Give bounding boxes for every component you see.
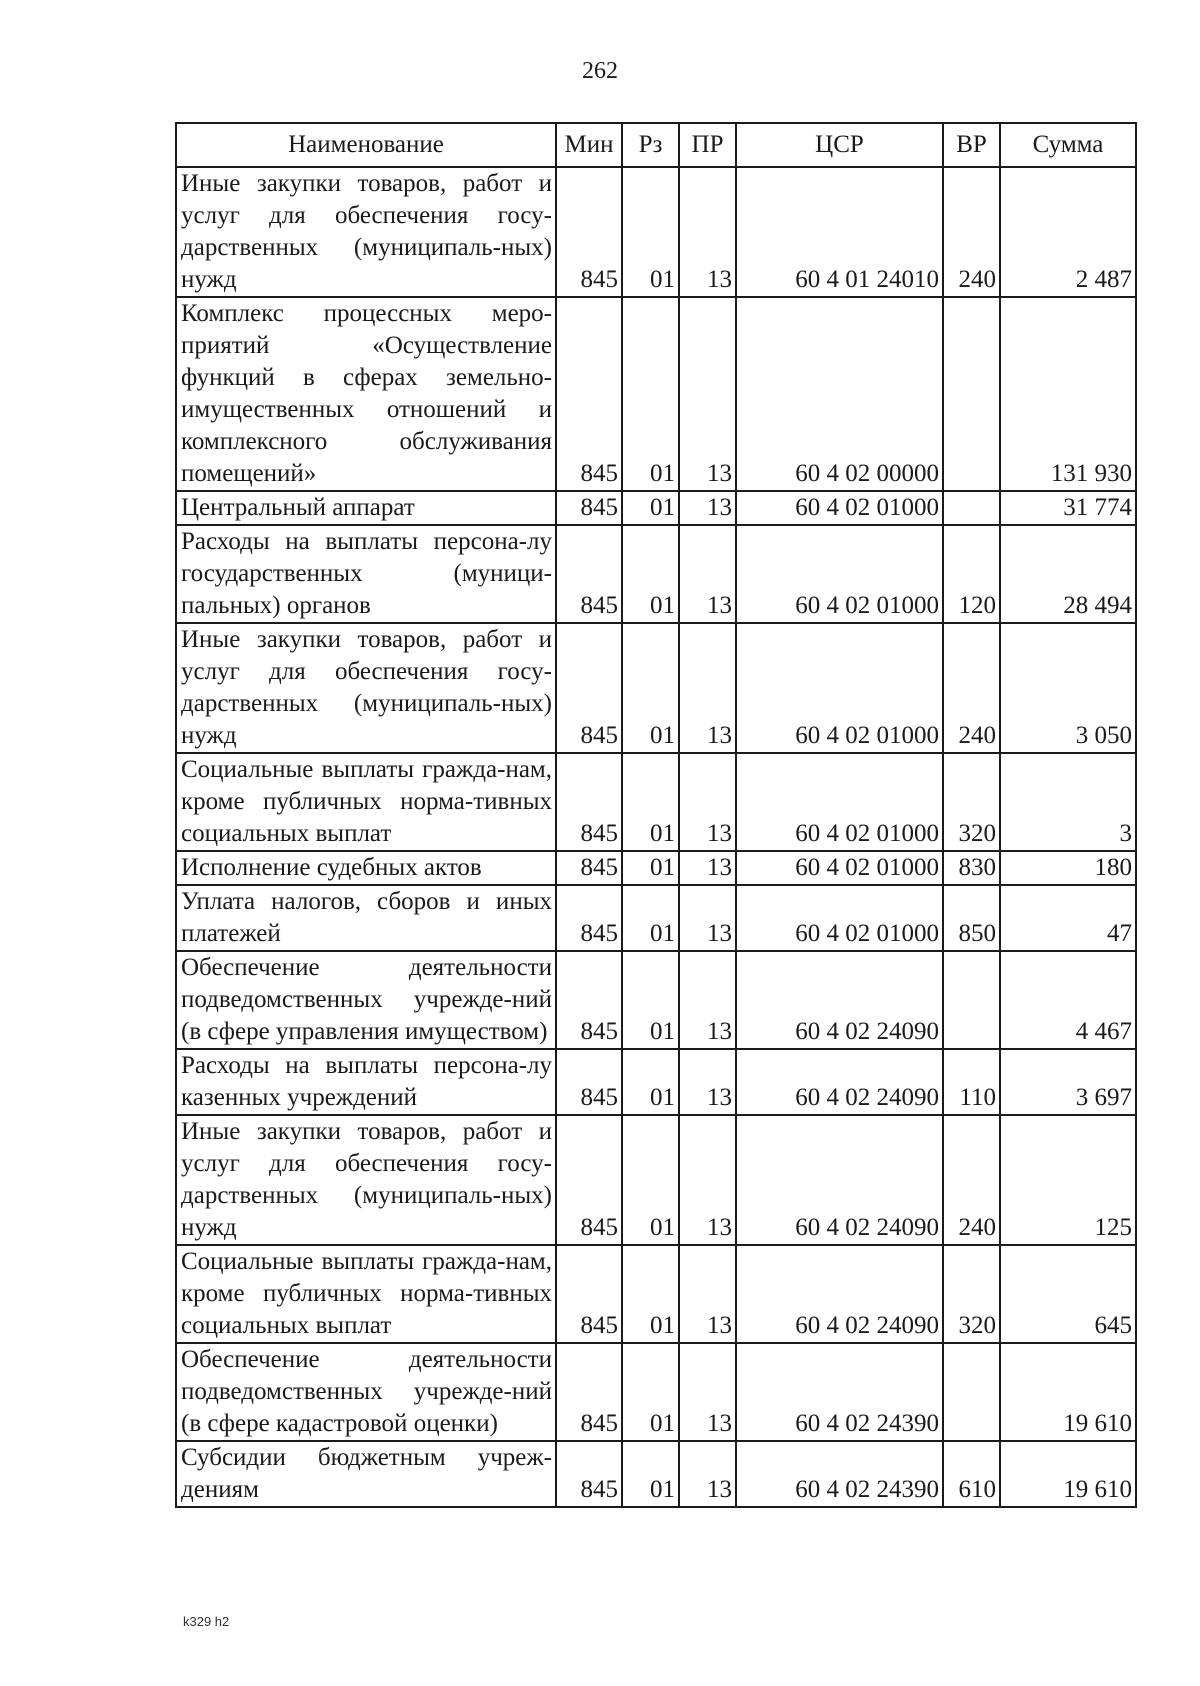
- cell-rz: 01: [622, 1049, 679, 1115]
- cell-csr: 60 4 02 24090: [736, 951, 943, 1049]
- cell-name: Обеспечение деятельности подведомственных учрежде-ний (в сфере кадастровой оценки): [176, 1343, 556, 1441]
- cell-min: 845: [556, 297, 622, 491]
- cell-rz: 01: [622, 167, 679, 297]
- cell-pr: 13: [679, 491, 736, 525]
- cell-vr: [943, 1343, 1000, 1441]
- cell-sum: 2 487: [1000, 167, 1136, 297]
- header-rz: Рз: [622, 123, 679, 167]
- cell-name: Расходы на выплаты персона-лу казенных учреждений: [176, 1049, 556, 1115]
- cell-rz: 01: [622, 1115, 679, 1245]
- table-body: [176, 167, 1136, 1507]
- cell-sum: 3 697: [1000, 1049, 1136, 1115]
- cell-vr: [943, 951, 1000, 1049]
- table-row: [176, 167, 1136, 297]
- cell-pr: 13: [679, 1441, 736, 1507]
- cell-name: Иные закупки товаров, работ и услуг для обеспечения госу-дарственных (муниципаль-ных) нужд: [176, 623, 556, 753]
- cell-sum: 125: [1000, 1115, 1136, 1245]
- cell-rz: 01: [622, 951, 679, 1049]
- cell-pr: 13: [679, 1115, 736, 1245]
- cell-csr: 60 4 02 01000: [736, 525, 943, 623]
- cell-sum: 3 050: [1000, 623, 1136, 753]
- cell-name: Центральный аппарат: [176, 491, 556, 525]
- cell-csr: 60 4 02 01000: [736, 851, 943, 885]
- header-vr: ВР: [943, 123, 1000, 167]
- header-name: Наименование: [176, 123, 556, 167]
- cell-vr: 240: [943, 167, 1000, 297]
- cell-csr: 60 4 02 24390: [736, 1441, 943, 1507]
- cell-rz: 01: [622, 1441, 679, 1507]
- cell-name: Уплата налогов, сборов и иных платежей: [176, 885, 556, 951]
- table-row: [176, 491, 1136, 525]
- cell-vr: 110: [943, 1049, 1000, 1115]
- cell-csr: 60 4 02 24090: [736, 1049, 943, 1115]
- cell-min: 845: [556, 167, 622, 297]
- cell-pr: 13: [679, 1343, 736, 1441]
- cell-min: 845: [556, 1115, 622, 1245]
- cell-sum: 645: [1000, 1245, 1136, 1343]
- cell-vr: 830: [943, 851, 1000, 885]
- header-min: Мин: [556, 123, 622, 167]
- cell-sum: 28 494: [1000, 525, 1136, 623]
- header-pr: ПР: [679, 123, 736, 167]
- cell-pr: 13: [679, 623, 736, 753]
- cell-pr: 13: [679, 951, 736, 1049]
- cell-min: 845: [556, 885, 622, 951]
- cell-csr: 60 4 02 01000: [736, 753, 943, 851]
- cell-vr: 610: [943, 1441, 1000, 1507]
- cell-csr: 60 4 01 24010: [736, 167, 943, 297]
- table-row: [176, 623, 1136, 753]
- page-number: 262: [582, 58, 618, 84]
- cell-vr: 120: [943, 525, 1000, 623]
- cell-rz: 01: [622, 753, 679, 851]
- cell-csr: 60 4 02 24090: [736, 1115, 943, 1245]
- cell-sum: 180: [1000, 851, 1136, 885]
- table-row: [176, 1115, 1136, 1245]
- cell-sum: 131 930: [1000, 297, 1136, 491]
- cell-rz: 01: [622, 491, 679, 525]
- cell-rz: 01: [622, 851, 679, 885]
- table-row: [176, 297, 1136, 491]
- cell-name: Социальные выплаты гражда-нам, кроме публичных норма-тивных социальных выплат: [176, 753, 556, 851]
- cell-sum: 19 610: [1000, 1441, 1136, 1507]
- cell-rz: 01: [622, 1343, 679, 1441]
- cell-name: Социальные выплаты гражда-нам, кроме публичных норма-тивных социальных выплат: [176, 1245, 556, 1343]
- cell-name: Обеспечение деятельности подведомственных учрежде-ний (в сфере управления имуществом): [176, 951, 556, 1049]
- cell-vr: [943, 297, 1000, 491]
- cell-pr: 13: [679, 525, 736, 623]
- cell-vr: 320: [943, 1245, 1000, 1343]
- cell-min: 845: [556, 753, 622, 851]
- cell-pr: 13: [679, 297, 736, 491]
- cell-pr: 13: [679, 885, 736, 951]
- cell-pr: 13: [679, 753, 736, 851]
- budget-table: [175, 122, 1137, 1508]
- cell-min: 845: [556, 951, 622, 1049]
- cell-csr: 60 4 02 01000: [736, 491, 943, 525]
- cell-name: Комплекс процессных меро-приятий «Осуществление функций в сферах земельно-имущественных отношений и комплексного обслуживания помещений»: [176, 297, 556, 491]
- cell-sum: 4 467: [1000, 951, 1136, 1049]
- cell-rz: 01: [622, 525, 679, 623]
- cell-csr: 60 4 02 24090: [736, 1245, 943, 1343]
- cell-min: 845: [556, 1049, 622, 1115]
- table-row: [176, 525, 1136, 623]
- cell-min: 845: [556, 525, 622, 623]
- table-row: [176, 851, 1136, 885]
- header-csr: ЦСР: [736, 123, 943, 167]
- cell-vr: 850: [943, 885, 1000, 951]
- cell-min: 845: [556, 851, 622, 885]
- table-row: [176, 1049, 1136, 1115]
- cell-pr: 13: [679, 1049, 736, 1115]
- cell-sum: 47: [1000, 885, 1136, 951]
- cell-rz: 01: [622, 1245, 679, 1343]
- cell-csr: 60 4 02 01000: [736, 885, 943, 951]
- cell-csr: 60 4 02 00000: [736, 297, 943, 491]
- cell-sum: 31 774: [1000, 491, 1136, 525]
- cell-pr: 13: [679, 167, 736, 297]
- cell-min: 845: [556, 1343, 622, 1441]
- cell-name: Расходы на выплаты персона-лу государственных (муници-пальных) органов: [176, 525, 556, 623]
- cell-vr: 240: [943, 623, 1000, 753]
- cell-rz: 01: [622, 623, 679, 753]
- cell-name: Исполнение судебных актов: [176, 851, 556, 885]
- cell-rz: 01: [622, 297, 679, 491]
- cell-pr: 13: [679, 1245, 736, 1343]
- cell-vr: [943, 491, 1000, 525]
- cell-sum: 3: [1000, 753, 1136, 851]
- table-row: [176, 1441, 1136, 1507]
- footer-code: k329 h2: [183, 1614, 230, 1629]
- table-header-row: [176, 123, 1136, 167]
- table-row: [176, 1245, 1136, 1343]
- cell-min: 845: [556, 1245, 622, 1343]
- cell-csr: 60 4 02 24390: [736, 1343, 943, 1441]
- cell-name: Субсидии бюджетным учреж-дениям: [176, 1441, 556, 1507]
- cell-vr: 320: [943, 753, 1000, 851]
- cell-pr: 13: [679, 851, 736, 885]
- table-row: [176, 753, 1136, 851]
- cell-csr: 60 4 02 01000: [736, 623, 943, 753]
- cell-sum: 19 610: [1000, 1343, 1136, 1441]
- cell-vr: 240: [943, 1115, 1000, 1245]
- table-row: [176, 885, 1136, 951]
- table-row: [176, 1343, 1136, 1441]
- header-sum: Сумма: [1000, 123, 1136, 167]
- cell-min: 845: [556, 491, 622, 525]
- cell-name: Иные закупки товаров, работ и услуг для обеспечения госу-дарственных (муниципаль-ных) нужд: [176, 1115, 556, 1245]
- cell-min: 845: [556, 1441, 622, 1507]
- cell-min: 845: [556, 623, 622, 753]
- cell-name: Иные закупки товаров, работ и услуг для обеспечения госу-дарственных (муниципаль-ных) нужд: [176, 167, 556, 297]
- table-row: [176, 951, 1136, 1049]
- cell-rz: 01: [622, 885, 679, 951]
